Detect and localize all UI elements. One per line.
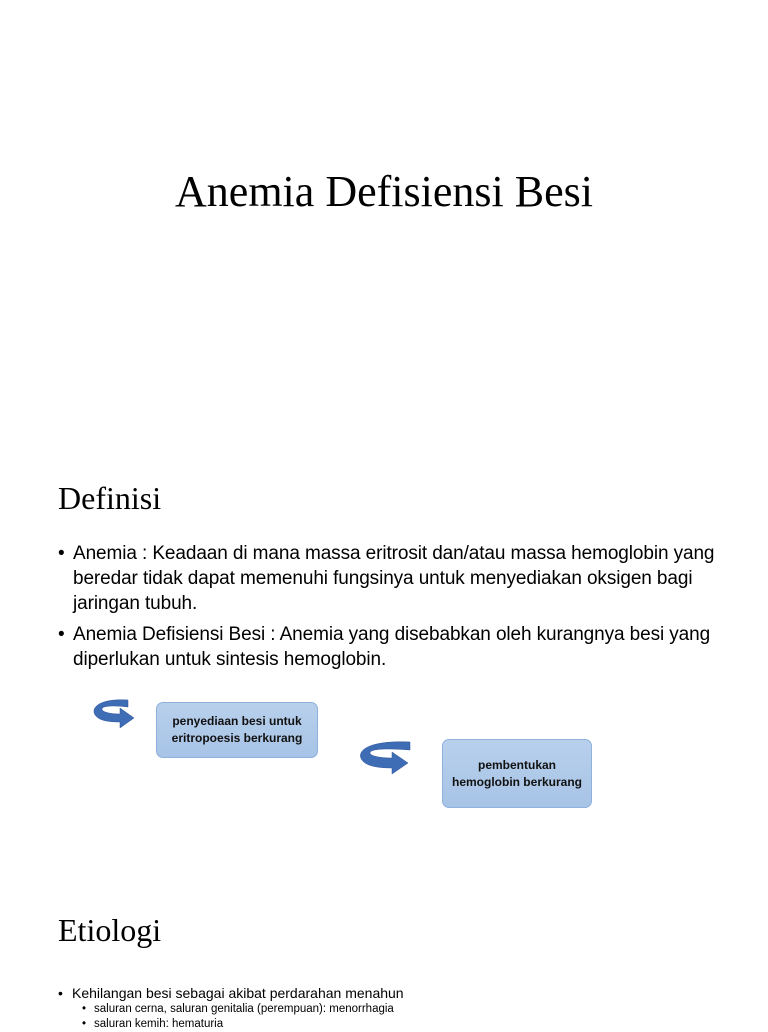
curved-arrow-icon (354, 736, 412, 780)
definition-item: • Anemia : Keadaan di mana massa eritrosit dan/atau massa hemoglobin yang beredar tidak dapat memenuhi fungsinya untuk menyediakan oksigen bagi jaringan tubuh. (58, 541, 718, 616)
etiology-subitem: • saluran kemih: hematuria (82, 1017, 738, 1032)
flow-box-hemoglobin: pembentukan hemoglobin berkurang (442, 739, 592, 808)
etiology-item (58, 984, 738, 1032)
etiology-item-label: Kehilangan besi sebagai akibat perdarahan menahun (72, 985, 404, 1001)
curved-arrow-icon (88, 694, 138, 734)
etiology-slide (0, 860, 768, 1030)
etiology-subitem: • saluran cerna, saluran genitalia (perempuan): menorrhagia (82, 1002, 738, 1017)
definition-list (58, 541, 718, 678)
definition-slide (0, 430, 768, 860)
definition-item: • Anemia Defisiensi Besi : Anemia yang disebabkan oleh kurangnya besi yang diperlukan untuk sintesis hemoglobin. (58, 622, 718, 672)
slide-title: Anemia Defisiensi Besi (175, 167, 593, 216)
title-slide (0, 0, 768, 430)
section-title: Etiologi (58, 912, 162, 948)
etiology-sublist (72, 1002, 738, 1032)
etiology-list (58, 984, 738, 1032)
flow-box-iron-supply: penyediaan besi untuk eritropoesis berkurang (156, 702, 318, 758)
section-title: Definisi (58, 480, 162, 516)
